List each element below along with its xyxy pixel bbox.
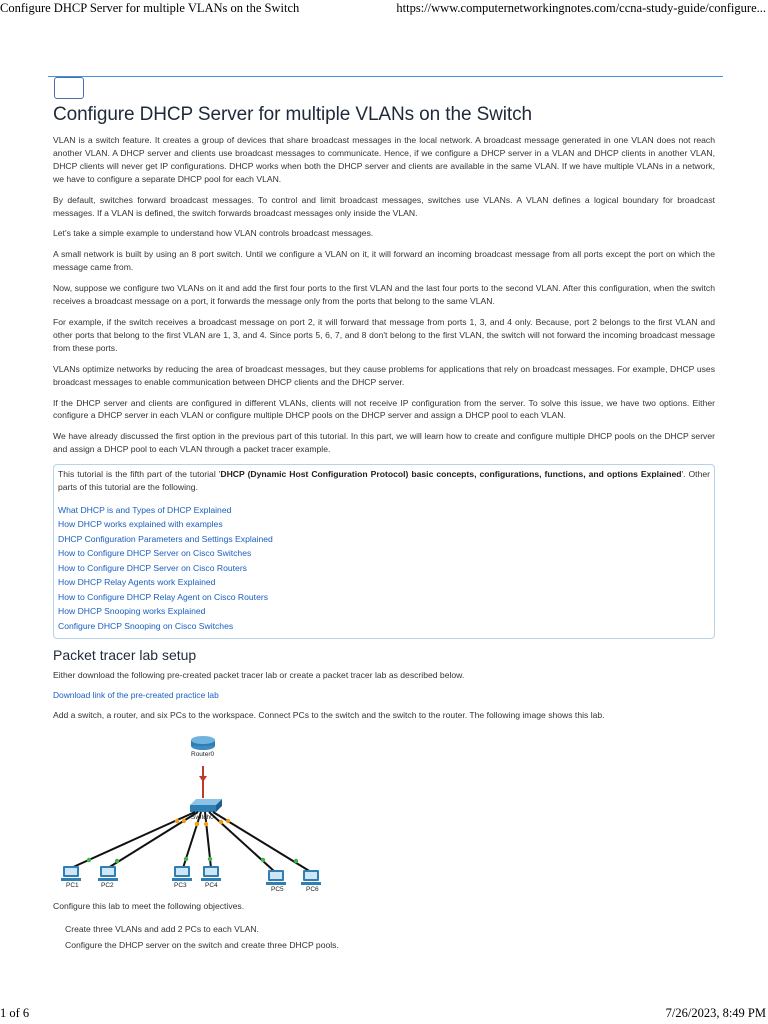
paragraph: Configure this lab to meet the following objectives. xyxy=(53,901,245,912)
switch-label: Switch0 xyxy=(191,814,214,822)
router-icon xyxy=(191,736,215,750)
objective-item: Configure the DHCP server on the switch and create three DHCP pools. xyxy=(65,940,339,951)
link-arrow xyxy=(199,776,207,782)
series-links xyxy=(58,503,710,634)
paragraph: We have already discussed the first option in the previous part of this tutorial. In this part, we will learn how to create and configure multiple DHCP pools on the DHCP server and assign a DHCP pool to each VLAN through a packet tracer example. xyxy=(53,431,715,455)
pc-label: PC5 xyxy=(271,886,284,894)
pc-icon xyxy=(301,870,321,885)
download-lab-link[interactable]: Download link of the pre-created practice lab xyxy=(53,690,219,701)
tutorial-series-box xyxy=(53,464,715,639)
paragraph: Now, suppose we configure two VLANs on it and add the first four ports to the first VLAN and the last four ports to the second VLAN. After this configuration, when the switch receives a broadcast message on a port, it forwards the message only from the ports that belong to the same VLAN. xyxy=(53,283,715,307)
pc-icon xyxy=(98,866,118,881)
section-heading: Packet tracer lab setup xyxy=(53,647,197,664)
link-pc5 xyxy=(209,812,275,872)
series-link[interactable]: How DHCP works explained with examples xyxy=(58,519,223,530)
paragraph: If the DHCP server and clients are configured in different VLANs, clients will not receive IP configuration from the server. To solve this issue, we have two options. Either configure a DHCP server in each VLAN or configure multiple DHCP pools on the DHCP server and assign a DHCP pool to each VLAN. xyxy=(53,397,715,421)
print-footer xyxy=(0,1004,768,1024)
series-link[interactable]: How to Configure DHCP Server on Cisco Switches xyxy=(58,548,252,559)
print-datetime: 7/26/2023, 8:49 PM xyxy=(665,1006,766,1020)
print-header-url: https://www.computernetworkingnotes.com/ccna-study-guide/configure... xyxy=(396,1,766,15)
pc-label: PC1 xyxy=(66,882,79,890)
page-title: Configure DHCP Server for multiple VLANs on the Switch xyxy=(53,104,532,125)
print-header-title: Configure DHCP Server for multiple VLANs on the Switch xyxy=(0,1,300,15)
pc-icon xyxy=(201,866,221,881)
pc-label: PC6 xyxy=(306,886,319,894)
paragraph: A small network is built by using an 8 port switch. Until we configure a VLAN on it, it will forward an incoming broadcast message from all ports except the port on which the message came from. xyxy=(53,249,715,273)
paragraph: By default, switches forward broadcast messages. To control and limit broadcast messages, switches use VLANs. A VLAN defines a logical boundary for broadcast messages. If a VLAN is defined, the switch forwards broadcast messages only inside the VLAN. xyxy=(53,194,715,218)
paragraph: VLANs optimize networks by reducing the area of broadcast messages, but they cause problems for applications that rely on broadcast messages. For example, DHCP uses broadcast messages to enable communication between DHCP clients and the DHCP server. xyxy=(53,363,715,387)
pc-icon xyxy=(172,866,192,881)
series-intro-after: '. Other parts of this tutorial are the following. xyxy=(58,469,710,493)
paragraph: Let's take a simple example to understand how VLAN controls broadcast messages. xyxy=(53,228,374,239)
series-link[interactable]: Configure DHCP Snooping on Cisco Switches xyxy=(58,620,234,631)
series-intro xyxy=(58,468,710,494)
series-link[interactable]: DHCP Configuration Parameters and Settings Explained xyxy=(58,533,273,544)
print-header xyxy=(0,0,768,20)
series-intro-before: This tutorial is the fifth part of the tutorial ' xyxy=(58,469,221,480)
page-number: 1 of 6 xyxy=(0,1006,30,1020)
paragraph: Add a switch, a router, and six PCs to the workspace. Connect PCs to the switch and the switch to the router. The following image shows this lab. xyxy=(53,710,605,721)
objective-item: Create three VLANs and add 2 PCs to each VLAN. xyxy=(65,924,259,935)
switch-icon xyxy=(190,799,222,812)
pc-label: PC4 xyxy=(205,882,218,890)
series-link[interactable]: How DHCP Relay Agents work Explained xyxy=(58,577,216,588)
series-link[interactable]: How to Configure DHCP Relay Agent on Cisco Routers xyxy=(58,591,269,602)
menu-toggle-button[interactable] xyxy=(54,77,84,99)
paragraph: VLAN is a switch feature. It creates a group of devices that share broadcast messages in the local network. A broadcast message generated in one VLAN does not reach another VLAN. A DHCP server and clients use broadcast messages to communicate. Hence, if we configure a DHCP server in a VLAN and DHCP clients in another VLAN, DHCP clients will never get IP configurations. DHCP works when both the DHCP server and clients are available in the same VLAN. If we have multiple VLANs in a network, we have to configure a separate DHCP pool for each VLAN. xyxy=(53,135,715,184)
series-title: DHCP (Dynamic Host Configuration Protocol) basic concepts, configurations, functions, and options Explained xyxy=(220,469,682,480)
router-label: Router0 xyxy=(191,751,215,759)
objectives-list xyxy=(53,921,715,953)
top-divider xyxy=(48,76,723,77)
pc-icon xyxy=(61,866,81,881)
series-link[interactable]: What DHCP is and Types of DHCP Explained xyxy=(58,504,232,515)
series-link[interactable]: How to Configure DHCP Server on Cisco Routers xyxy=(58,562,247,573)
pc-label: PC3 xyxy=(174,882,187,890)
pc-icon xyxy=(266,870,286,885)
network-diagram xyxy=(53,730,353,894)
pc-label: PC2 xyxy=(101,882,114,890)
paragraph: Either download the following pre-created packet tracer lab or create a packet tracer lab as described below. xyxy=(53,670,465,681)
series-link[interactable]: How DHCP Snooping works Explained xyxy=(58,606,206,617)
paragraph: For example, if the switch receives a broadcast message on port 2, it will forward that message from ports 1, 3, and 4 only. Because, port 2 belongs to the first VLAN and other ports that belong to the first VLAN are 1, 3, and 4. Since ports 5, 6, 7, and 8 don't belong to the first VLAN, the switch will not forward the incoming broadcast message from these ports. xyxy=(53,316,715,353)
pc-icons xyxy=(61,866,321,885)
article xyxy=(53,104,715,953)
pc-links xyxy=(71,812,311,872)
